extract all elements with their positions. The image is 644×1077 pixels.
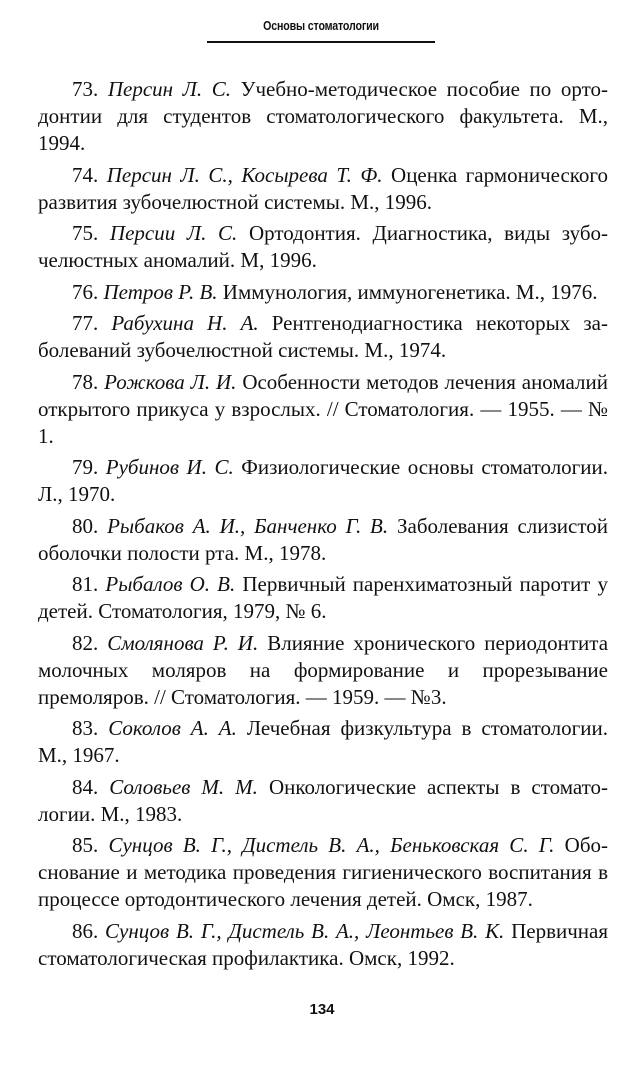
reference-number: 80. (72, 513, 99, 538)
reference-authors: Сунцов В. Г., Дистель В. А., Беньковская С. Г. (108, 833, 555, 857)
header-rule (207, 41, 435, 43)
reference-text: Оценка гармонического развития зубочелюстной системы. М., 1996. (38, 162, 609, 214)
reference-text: Особенности методов лечения аномалий открытого прикуса у взрослых. // Стоматология. — 1955. — № 1. (38, 369, 609, 448)
reference-number: 83. (72, 716, 99, 740)
reference-entry (38, 715, 608, 769)
reference-entry (38, 76, 608, 157)
reference-number: 84. (72, 774, 99, 799)
reference-text: Физиологические основы стоматологии. Л., 1970. (38, 455, 609, 506)
reference-text: Рентгенодиагностика некоторых заболеваний зубочелюстной системы. М., 1974. (38, 311, 609, 362)
reference-entry (38, 162, 608, 216)
reference-number: 79. (72, 455, 99, 479)
reference-number: 73. (72, 77, 99, 101)
reference-authors: Персин Л. С. (107, 77, 231, 101)
running-title: Основы стоматологии (263, 18, 379, 33)
reference-number: 78. (72, 369, 99, 394)
reference-entry (38, 454, 608, 508)
reference-authors: Соловьев М. М. (109, 774, 258, 799)
reference-authors: Рыбалов О. В. (105, 572, 236, 596)
reference-text: Заболевания слизистой оболочки полости рта. М., 1978. (38, 513, 609, 565)
reference-number: 81. (72, 572, 99, 596)
reference-number: 85. (72, 833, 99, 857)
reference-number: 77. (72, 311, 99, 335)
reference-entry (38, 369, 608, 450)
reference-authors: Персин Л. С., Косырева Т. Ф. (106, 162, 383, 187)
reference-authors: Соколов А. А. (108, 716, 237, 740)
reference-list (38, 76, 608, 976)
reference-authors: Смолянова Р. И. (107, 630, 259, 655)
reference-number: 75. (72, 221, 99, 245)
reference-entry (38, 571, 608, 625)
reference-text: Учебно-методическое пособие по ортодонтии для студентов стоматологического факультета. М., 1994. (38, 77, 608, 155)
reference-text: Ортодонтия. Диагностика, виды зубочелюстных аномалий. М, 1996. (38, 221, 609, 272)
reference-entry (38, 279, 608, 306)
reference-authors: Рожкова Л. И. (104, 369, 237, 394)
reference-authors: Рабухина Н. А. (111, 311, 259, 335)
reference-entry (38, 774, 608, 828)
page-number: 134 (309, 1001, 335, 1018)
reference-authors: Рыбаков А. И., Банченко Г. В. (107, 513, 389, 538)
reference-text: Влияние хронического периодонтита молочных моляров на формирование и прорезывание премоляров. // Стоматология. — 1959. — №3. (38, 630, 609, 709)
reference-text: Иммунология, иммуногенетика. М., 1976. (222, 279, 598, 304)
reference-number: 74. (72, 162, 99, 187)
reference-text: Первичный паренхиматозный паротит у детей. Стоматология, 1979, № 6. (38, 572, 608, 623)
reference-number: 76. (72, 279, 99, 304)
reference-entry (38, 630, 608, 711)
reference-authors: Персии Л. С. (109, 221, 238, 245)
reference-entry (38, 832, 608, 913)
reference-text: Онкологические аспекты в стоматологии. М., 1983. (38, 774, 609, 826)
reference-authors: Петров Р. В. (103, 279, 218, 304)
reference-entry (38, 220, 608, 274)
reference-entry (38, 310, 608, 364)
reference-authors: Рубинов И. С. (105, 455, 234, 479)
reference-authors: Сунцов В. Г., Дистель В. А., Леонтьев В. К. (105, 918, 505, 943)
reference-number: 82. (72, 630, 99, 655)
reference-text: Лечебная физкультура в стоматологии. М., 1967. (38, 716, 609, 767)
reference-text: Обоснование и методика проведения гигиенического воспитания в процессе ортодонтического лечения детей. Омск, 1987. (38, 833, 609, 911)
reference-text: Первичная стоматологическая профилактика. Омск, 1992. (38, 918, 609, 970)
reference-number: 86. (72, 918, 99, 943)
reference-entry (38, 918, 608, 972)
reference-entry (38, 513, 608, 567)
